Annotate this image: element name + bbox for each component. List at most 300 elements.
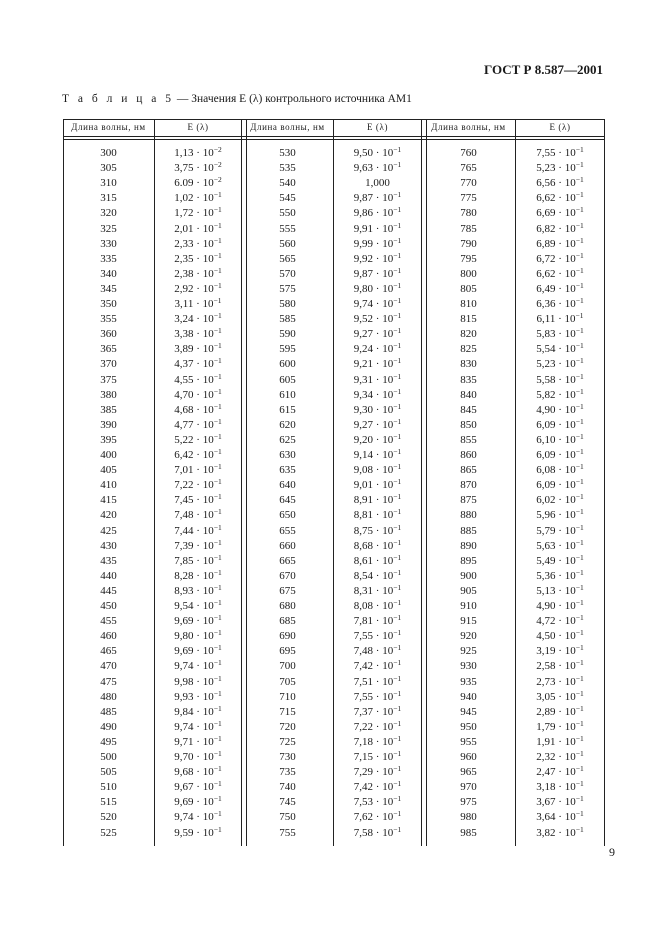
irradiance-mantissa: 7,42 — [353, 781, 374, 794]
table-row — [63, 765, 605, 780]
irradiance-exponent: −1 — [575, 749, 584, 758]
irradiance-mantissa: 9,71 — [174, 735, 194, 748]
irradiance-mantissa: 8,28 — [174, 569, 194, 582]
wavelength-cell: 820 — [460, 328, 477, 341]
table-row — [63, 810, 605, 825]
multiplier: · 10 — [555, 751, 576, 763]
wavelength-cell: 690 — [279, 630, 296, 643]
irradiance-exponent: −1 — [575, 145, 584, 154]
irradiance-mantissa: 9,24 — [353, 343, 374, 356]
irradiance-exponent: −1 — [393, 205, 402, 215]
wavelength-cell: 915 — [460, 615, 477, 628]
wavelength-cell: 740 — [279, 781, 296, 794]
multiplier: · 10 — [373, 479, 394, 492]
irradiance-mantissa: 7,44 — [174, 524, 194, 537]
irradiance-exponent: −1 — [393, 567, 402, 577]
irradiance-cell — [515, 629, 605, 644]
wavelength-cell: 695 — [279, 645, 296, 658]
irradiance-mantissa: 7,53 — [353, 796, 374, 809]
irradiance-exponent: −1 — [575, 688, 584, 698]
irradiance-mantissa: 6,49 — [536, 282, 556, 295]
irradiance-mantissa: 7,29 — [353, 766, 374, 779]
multiplier: · 10 — [373, 751, 394, 763]
multiplier: · 10 — [373, 252, 394, 265]
irradiance-exponent: −1 — [575, 235, 584, 245]
irradiance-exponent: −1 — [213, 205, 222, 215]
irradiance-mantissa: 9,30 — [353, 403, 374, 416]
wavelength-cell: 705 — [279, 675, 296, 688]
irradiance-exponent: −1 — [575, 507, 584, 517]
wavelength-cell: 775 — [460, 192, 477, 205]
irradiance-exponent: −1 — [213, 431, 222, 441]
table-row — [63, 176, 605, 191]
wavelength-cell: 975 — [460, 796, 477, 809]
wavelength-cell: 485 — [100, 705, 117, 718]
irradiance-mantissa: 7,37 — [353, 705, 374, 718]
wavelength-cell: 925 — [460, 645, 477, 658]
irradiance-mantissa: 8,61 — [353, 554, 374, 567]
irradiance-exponent: −1 — [393, 220, 402, 230]
wavelength-cell: 400 — [100, 449, 117, 461]
multiplier: · 10 — [193, 660, 214, 673]
irradiance-exponent: −1 — [393, 809, 402, 819]
multiplier: · 10 — [555, 464, 576, 477]
irradiance-mantissa: 5,79 — [536, 524, 556, 537]
wavelength-cell: 620 — [279, 418, 296, 431]
irradiance-cell — [515, 826, 605, 841]
irradiance-exponent: −1 — [213, 643, 222, 653]
wavelength-cell: 580 — [279, 298, 296, 310]
irradiance-cell — [515, 599, 605, 614]
multiplier: · 10 — [193, 267, 214, 280]
irradiance-mantissa: 8,75 — [353, 524, 374, 537]
irradiance-cell — [515, 705, 605, 720]
irradiance-mantissa: 2,35 — [174, 252, 194, 265]
column-header-irradiance: E (λ) — [187, 122, 209, 132]
wavelength-cell: 860 — [460, 449, 477, 461]
table-row — [63, 629, 605, 644]
multiplier: · 10 — [373, 267, 394, 280]
multiplier: · 10 — [373, 660, 394, 673]
irradiance-cell — [515, 282, 605, 297]
wavelength-cell: 530 — [279, 147, 296, 159]
irradiance-mantissa: 7,48 — [353, 645, 374, 658]
irradiance-exponent: −1 — [213, 477, 222, 487]
irradiance-mantissa: 3,38 — [174, 328, 194, 341]
irradiance-mantissa: 9,98 — [174, 675, 194, 688]
wavelength-cell: 900 — [460, 569, 477, 582]
irradiance-mantissa: 7,55 — [353, 630, 374, 643]
wavelength-cell: 825 — [460, 343, 477, 356]
wavelength-cell: 310 — [100, 177, 117, 190]
wavelength-cell: 555 — [279, 222, 296, 235]
irradiance-exponent: −1 — [575, 673, 584, 683]
irradiance-mantissa: 9,01 — [353, 479, 374, 492]
irradiance-exponent: −1 — [213, 341, 222, 351]
wavelength-cell: 815 — [460, 313, 477, 326]
wavelength-cell: 380 — [100, 388, 117, 401]
irradiance-exponent: −1 — [393, 386, 402, 396]
wavelength-cell: 635 — [279, 464, 296, 477]
irradiance-exponent: −1 — [213, 688, 222, 698]
multiplier: · 10 — [193, 645, 214, 658]
table-row — [63, 493, 605, 508]
irradiance-exponent: −1 — [213, 537, 222, 547]
table-row — [63, 312, 605, 327]
irradiance-mantissa: 8,81 — [353, 509, 374, 522]
wavelength-cell: 575 — [279, 282, 296, 295]
irradiance-exponent: −1 — [393, 582, 402, 592]
irradiance-exponent: −1 — [575, 794, 584, 804]
multiplier: · 10 — [373, 192, 394, 205]
irradiance-cell — [515, 463, 605, 478]
multiplier: · 10 — [555, 177, 576, 190]
irradiance-mantissa: 9,27 — [353, 328, 374, 341]
table-row — [63, 388, 605, 403]
wavelength-cell: 540 — [279, 177, 296, 190]
wavelength-cell: 435 — [100, 554, 117, 567]
multiplier: · 10 — [555, 615, 576, 628]
irradiance-cell — [515, 388, 605, 403]
irradiance-mantissa: 9,31 — [353, 373, 374, 386]
wavelength-cell: 665 — [279, 554, 296, 567]
table-row — [63, 267, 605, 282]
irradiance-exponent: −1 — [213, 492, 222, 502]
multiplier: · 10 — [373, 539, 394, 552]
wavelength-cell: 750 — [279, 811, 296, 824]
table-row — [63, 644, 605, 659]
multiplier: · 10 — [555, 433, 576, 446]
multiplier: · 10 — [555, 388, 576, 401]
irradiance-mantissa: 9,92 — [353, 252, 374, 265]
irradiance-mantissa: 8,08 — [353, 600, 374, 612]
multiplier: · 10 — [373, 433, 394, 446]
table-row — [63, 539, 605, 554]
wavelength-cell: 855 — [460, 433, 477, 446]
wavelength-cell: 525 — [100, 826, 117, 839]
wavelength-cell: 385 — [100, 403, 117, 416]
irradiance-mantissa: 4,90 — [536, 600, 556, 612]
irradiance-exponent: −1 — [393, 190, 402, 200]
multiplier: · 10 — [555, 252, 576, 265]
irradiance-cell — [515, 418, 605, 433]
wavelength-cell: 425 — [100, 524, 117, 537]
multiplier: · 10 — [193, 252, 214, 265]
multiplier: · 10 — [193, 796, 214, 809]
wavelength-cell: 810 — [460, 298, 477, 310]
irradiance-exponent: −1 — [575, 205, 584, 215]
irradiance-exponent: −1 — [393, 749, 402, 758]
irradiance-exponent: −1 — [575, 537, 584, 547]
irradiance-exponent: −2 — [213, 160, 222, 170]
irradiance-cell — [515, 297, 605, 312]
wavelength-cell: 375 — [100, 373, 117, 386]
multiplier: · 10 — [193, 222, 214, 235]
multiplier: · 10 — [193, 675, 214, 688]
multiplier: · 10 — [373, 147, 394, 159]
wavelength-cell: 885 — [460, 524, 477, 537]
wavelength-cell: 610 — [279, 388, 296, 401]
multiplier: · 10 — [555, 403, 576, 416]
irradiance-mantissa: 6,56 — [536, 177, 556, 190]
multiplier: · 10 — [193, 373, 214, 386]
irradiance-mantissa: 2,01 — [174, 222, 194, 235]
wavelength-cell: 355 — [100, 313, 117, 326]
multiplier: · 10 — [555, 781, 576, 794]
multiplier: · 10 — [373, 584, 394, 597]
table-row — [63, 675, 605, 690]
multiplier: · 10 — [555, 222, 576, 235]
wavelength-cell: 770 — [460, 177, 477, 190]
table-row — [63, 237, 605, 252]
multiplier: · 10 — [373, 298, 394, 310]
column-header-wavelength: Длина волны, нм — [431, 122, 506, 132]
multiplier: · 10 — [555, 192, 576, 205]
irradiance-mantissa: 7,81 — [353, 615, 374, 628]
irradiance-mantissa: 3,64 — [536, 811, 556, 824]
irradiance-exponent: −1 — [393, 145, 402, 154]
irradiance-exponent: −1 — [393, 537, 402, 547]
irradiance-mantissa: 3,75 — [174, 162, 194, 175]
irradiance-mantissa: 4,37 — [174, 358, 194, 371]
wavelength-cell: 370 — [100, 358, 117, 371]
wavelength-cell: 710 — [279, 690, 296, 703]
irradiance-mantissa: 7,58 — [353, 826, 374, 839]
wavelength-cell: 510 — [100, 781, 117, 794]
multiplier: · 10 — [373, 464, 394, 477]
irradiance-mantissa: 9,52 — [353, 313, 374, 326]
irradiance-exponent: −1 — [575, 401, 584, 411]
irradiance-mantissa: 7,55 — [536, 147, 556, 159]
wavelength-cell: 795 — [460, 252, 477, 265]
multiplier: · 10 — [373, 494, 394, 507]
irradiance-mantissa: 9,74 — [353, 298, 374, 310]
irradiance-mantissa: 6,10 — [536, 433, 556, 446]
wavelength-cell: 845 — [460, 403, 477, 416]
irradiance-exponent: −1 — [393, 416, 402, 426]
table-row — [63, 795, 605, 810]
irradiance-mantissa: 5,36 — [536, 569, 556, 582]
irradiance-exponent: −1 — [393, 447, 402, 456]
irradiance-mantissa: 1,000 — [365, 177, 390, 190]
multiplier: · 10 — [373, 343, 394, 356]
irradiance-exponent: −1 — [575, 462, 584, 472]
wavelength-cell: 715 — [279, 705, 296, 718]
multiplier: · 10 — [555, 509, 576, 522]
table-row — [63, 418, 605, 433]
multiplier: · 10 — [193, 735, 214, 748]
multiplier: · 10 — [555, 675, 576, 688]
wavelength-cell: 920 — [460, 630, 477, 643]
irradiance-exponent: −1 — [213, 296, 222, 305]
irradiance-mantissa: 9,54 — [174, 600, 194, 612]
multiplier: · 10 — [193, 630, 214, 643]
irradiance-mantissa: 5,63 — [536, 539, 556, 552]
irradiance-cell — [515, 539, 605, 554]
wavelength-cell: 755 — [279, 826, 296, 839]
multiplier: · 10 — [193, 705, 214, 718]
irradiance-cell — [515, 161, 605, 176]
wavelength-cell: 600 — [279, 358, 296, 371]
multiplier: · 10 — [373, 766, 394, 779]
multiplier: · 10 — [373, 237, 394, 250]
multiplier: · 10 — [373, 554, 394, 567]
irradiance-exponent: −1 — [393, 779, 402, 789]
multiplier: · 10 — [555, 539, 576, 552]
irradiance-mantissa: 6,11 — [536, 313, 556, 326]
irradiance-exponent: −1 — [213, 371, 222, 381]
table-row — [63, 614, 605, 629]
wavelength-cell: 405 — [100, 464, 117, 477]
irradiance-mantissa: 6,09 — [536, 418, 556, 431]
wavelength-cell: 735 — [279, 766, 296, 779]
wavelength-cell: 360 — [100, 328, 117, 341]
irradiance-mantissa: 9,14 — [353, 449, 374, 461]
irradiance-mantissa: 9,68 — [174, 766, 194, 779]
table-row — [63, 659, 605, 674]
wavelength-cell: 840 — [460, 388, 477, 401]
table-row — [63, 478, 605, 493]
wavelength-cell: 980 — [460, 811, 477, 824]
multiplier: · 10 — [193, 282, 214, 295]
multiplier: · 10 — [555, 162, 576, 175]
wavelength-cell: 560 — [279, 237, 296, 250]
multiplier: · 10 — [555, 479, 576, 492]
irradiance-exponent: −1 — [575, 447, 584, 456]
irradiance-cell — [515, 508, 605, 523]
wavelength-cell: 440 — [100, 569, 117, 582]
multiplier: · 10 — [373, 313, 394, 326]
irradiance-exponent: −1 — [575, 160, 584, 170]
irradiance-exponent: −1 — [575, 598, 584, 607]
irradiance-exponent: −1 — [575, 220, 584, 230]
irradiance-cell — [515, 690, 605, 705]
irradiance-mantissa: 7,51 — [353, 675, 374, 688]
wavelength-cell: 905 — [460, 584, 477, 597]
multiplier: · 10 — [555, 766, 576, 779]
multiplier: · 10 — [555, 554, 576, 567]
multiplier: · 10 — [193, 192, 214, 205]
irradiance-cell — [515, 735, 605, 750]
irradiance-cell — [515, 357, 605, 372]
wavelength-cell: 585 — [279, 313, 296, 326]
wavelength-cell: 940 — [460, 690, 477, 703]
irradiance-mantissa: 6,62 — [536, 267, 556, 280]
wavelength-cell: 725 — [279, 735, 296, 748]
irradiance-cell — [515, 584, 605, 599]
multiplier: · 10 — [555, 358, 576, 371]
irradiance-cell — [515, 327, 605, 342]
wavelength-cell: 335 — [100, 252, 117, 265]
irradiance-exponent: −1 — [575, 356, 584, 366]
multiplier: · 10 — [193, 147, 214, 159]
irradiance-mantissa: 3,82 — [536, 826, 556, 839]
irradiance-cell — [515, 569, 605, 584]
irradiance-exponent: −1 — [213, 582, 222, 592]
multiplier: · 10 — [193, 690, 214, 703]
irradiance-mantissa: 1,02 — [174, 192, 194, 205]
irradiance-exponent: −1 — [393, 356, 402, 366]
irradiance-mantissa: 9,74 — [174, 720, 194, 733]
irradiance-mantissa: 9,69 — [174, 796, 194, 809]
table-row — [63, 463, 605, 478]
irradiance-exponent: −1 — [393, 250, 402, 260]
multiplier: · 10 — [373, 222, 394, 235]
irradiance-exponent: −1 — [575, 613, 584, 623]
irradiance-cell — [515, 373, 605, 388]
multiplier: · 10 — [555, 660, 576, 673]
table-row — [63, 206, 605, 221]
wavelength-cell: 430 — [100, 539, 117, 552]
irradiance-exponent: −1 — [393, 522, 402, 532]
multiplier: · 10 — [555, 720, 576, 733]
wavelength-cell: 565 — [279, 252, 296, 265]
table-row — [63, 705, 605, 720]
wavelength-cell: 605 — [279, 373, 296, 386]
irradiance-exponent: −1 — [393, 703, 402, 713]
multiplier: · 10 — [373, 675, 394, 688]
wavelength-cell: 410 — [100, 479, 117, 492]
irradiance-exponent: −1 — [575, 175, 584, 185]
irradiance-mantissa: 5,83 — [536, 328, 556, 341]
wavelength-cell: 960 — [460, 751, 477, 763]
irradiance-exponent: −1 — [213, 280, 222, 290]
multiplier: · 10 — [193, 494, 214, 507]
irradiance-exponent: −1 — [393, 718, 402, 728]
irradiance-exponent: −1 — [575, 628, 584, 638]
multiplier: · 10 — [555, 267, 576, 280]
header-divider — [63, 139, 605, 140]
wavelength-cell: 305 — [100, 162, 117, 175]
multiplier: · 10 — [193, 584, 214, 597]
irradiance-exponent: −1 — [575, 522, 584, 532]
wavelength-cell: 930 — [460, 660, 477, 673]
irradiance-exponent: −1 — [213, 703, 222, 713]
wavelength-cell: 505 — [100, 766, 117, 779]
wavelength-cell: 475 — [100, 675, 117, 688]
irradiance-exponent: −1 — [213, 311, 222, 321]
irradiance-cell — [515, 191, 605, 206]
multiplier: · 10 — [373, 509, 394, 522]
multiplier: · 10 — [555, 524, 576, 537]
irradiance-exponent: −1 — [393, 341, 402, 351]
irradiance-cell — [515, 146, 605, 161]
multiplier: · 10 — [193, 826, 214, 839]
irradiance-mantissa: 2,73 — [536, 675, 556, 688]
irradiance-mantissa: 9,80 — [174, 630, 194, 643]
table-row — [63, 252, 605, 267]
irradiance-mantissa: 4,55 — [174, 373, 194, 386]
multiplier: · 10 — [373, 811, 394, 824]
irradiance-exponent: −1 — [213, 447, 222, 456]
column-header-wavelength: Длина волны, нм — [71, 122, 146, 132]
irradiance-mantissa: 2,89 — [536, 705, 556, 718]
wavelength-cell: 535 — [279, 162, 296, 175]
irradiance-mantissa: 4,68 — [174, 403, 194, 416]
multiplier: · 10 — [555, 630, 576, 643]
irradiance-exponent: −1 — [393, 280, 402, 290]
multiplier: · 10 — [373, 524, 394, 537]
table-label: Т а б л и ц а 5 — [62, 93, 175, 105]
irradiance-exponent: −1 — [393, 613, 402, 623]
irradiance-mantissa: 9,50 — [353, 147, 374, 159]
irradiance-cell — [515, 554, 605, 569]
irradiance-cell — [515, 524, 605, 539]
multiplier: · 10 — [555, 418, 576, 431]
wavelength-cell: 780 — [460, 207, 477, 220]
irradiance-exponent: −1 — [213, 628, 222, 638]
irradiance-exponent: −1 — [575, 386, 584, 396]
